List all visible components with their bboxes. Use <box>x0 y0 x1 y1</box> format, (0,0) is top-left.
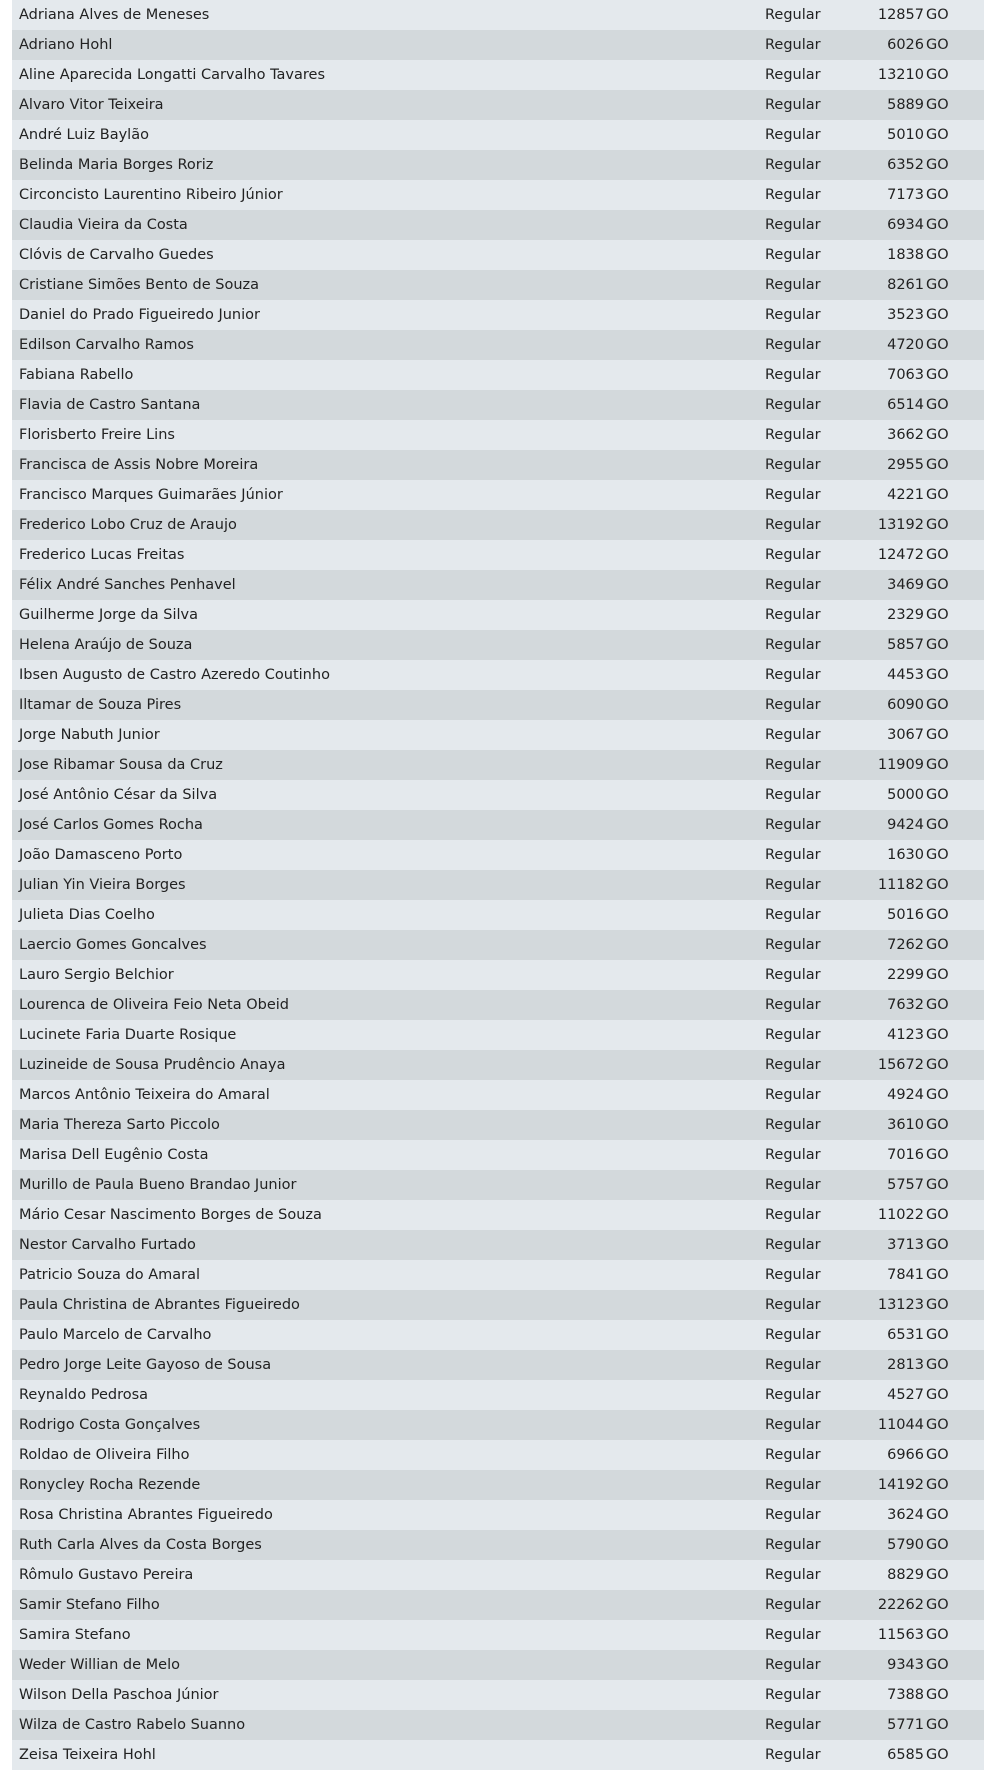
registration-number: 9424 <box>887 817 924 833</box>
state-code: GO <box>926 937 949 953</box>
table-row <box>12 390 984 420</box>
registration-status: Regular <box>765 1477 821 1493</box>
state-code: GO <box>926 517 949 533</box>
registration-number: 11909 <box>877 757 924 773</box>
state-code: GO <box>926 547 949 563</box>
table-row <box>12 1020 984 1050</box>
registration-number: 7173 <box>887 187 924 203</box>
state-code: GO <box>926 1297 949 1313</box>
table-row <box>12 660 984 690</box>
table-row <box>12 1170 984 1200</box>
registration-status: Regular <box>765 157 821 173</box>
table-row <box>12 720 984 750</box>
registration-number: 8261 <box>887 277 924 293</box>
registration-number: 2329 <box>887 607 924 623</box>
person-name: Maria Thereza Sarto Piccolo <box>19 1117 220 1133</box>
registration-number: 5016 <box>887 907 924 923</box>
registration-status: Regular <box>765 1027 821 1043</box>
table-row <box>12 1110 984 1140</box>
registration-number: 6966 <box>887 1447 924 1463</box>
person-name: Julieta Dias Coelho <box>19 907 155 923</box>
person-name: Wilza de Castro Rabelo Suanno <box>19 1717 246 1733</box>
table-row <box>12 420 984 450</box>
registration-status: Regular <box>765 1237 821 1253</box>
registration-number: 12472 <box>877 547 924 563</box>
registration-status: Regular <box>765 307 821 323</box>
table-row <box>12 1650 984 1680</box>
person-name: Adriano Hohl <box>19 37 113 53</box>
table-row <box>12 0 984 30</box>
person-name: Pedro Jorge Leite Gayoso de Sousa <box>19 1357 272 1373</box>
state-code: GO <box>926 1357 949 1373</box>
person-name: Mário Cesar Nascimento Borges de Souza <box>19 1207 322 1223</box>
registration-status: Regular <box>765 1507 821 1523</box>
registration-number: 6585 <box>887 1747 924 1763</box>
registration-number: 15672 <box>877 1057 924 1073</box>
state-code: GO <box>926 247 949 263</box>
registration-status: Regular <box>765 277 821 293</box>
person-name: Paula Christina de Abrantes Figueiredo <box>19 1297 300 1313</box>
registration-number: 5889 <box>887 97 924 113</box>
person-name: Félix André Sanches Penhavel <box>19 577 236 593</box>
registration-number: 7841 <box>887 1267 924 1283</box>
table-row <box>12 360 984 390</box>
table-row <box>12 1320 984 1350</box>
state-code: GO <box>926 577 949 593</box>
registration-number: 4453 <box>887 667 924 683</box>
state-code: GO <box>926 1057 949 1073</box>
registration-number: 4221 <box>887 487 924 503</box>
person-name: Belinda Maria Borges Roriz <box>19 157 214 173</box>
table-row <box>12 1500 984 1530</box>
registration-status: Regular <box>765 937 821 953</box>
person-name: Jose Ribamar Sousa da Cruz <box>19 757 223 773</box>
table-row <box>12 300 984 330</box>
table-row <box>12 180 984 210</box>
registration-number: 4123 <box>887 1027 924 1043</box>
state-code: GO <box>926 97 949 113</box>
state-code: GO <box>926 1627 949 1643</box>
state-code: GO <box>926 367 949 383</box>
state-code: GO <box>926 727 949 743</box>
registration-status: Regular <box>765 967 821 983</box>
registration-number: 5771 <box>887 1717 924 1733</box>
registration-number: 6090 <box>887 697 924 713</box>
registration-number: 6531 <box>887 1327 924 1343</box>
table-row <box>12 960 984 990</box>
registration-number: 6026 <box>887 37 924 53</box>
person-name: Claudia Vieira da Costa <box>19 217 188 233</box>
registration-number: 6934 <box>887 217 924 233</box>
registration-number: 8829 <box>887 1567 924 1583</box>
registration-status: Regular <box>765 127 821 143</box>
person-name: Ruth Carla Alves da Costa Borges <box>19 1537 262 1553</box>
person-name: Roldao de Oliveira Filho <box>19 1447 190 1463</box>
registration-number: 13123 <box>877 1297 924 1313</box>
registration-status: Regular <box>765 1357 821 1373</box>
registration-status: Regular <box>765 1147 821 1163</box>
registration-number: 13210 <box>877 67 924 83</box>
registration-number: 6514 <box>887 397 924 413</box>
registration-status: Regular <box>765 637 821 653</box>
state-code: GO <box>926 217 949 233</box>
registration-number: 12857 <box>877 7 924 23</box>
registration-status: Regular <box>765 1627 821 1643</box>
registration-status: Regular <box>765 847 821 863</box>
state-code: GO <box>926 1147 949 1163</box>
registration-number: 3610 <box>887 1117 924 1133</box>
registration-status: Regular <box>765 1447 821 1463</box>
registration-status: Regular <box>765 727 821 743</box>
state-code: GO <box>926 607 949 623</box>
table-row <box>12 1620 984 1650</box>
registration-number: 2299 <box>887 967 924 983</box>
state-code: GO <box>926 127 949 143</box>
registration-number: 13192 <box>877 517 924 533</box>
registration-status: Regular <box>765 547 821 563</box>
registration-status: Regular <box>765 1597 821 1613</box>
registration-status: Regular <box>765 1567 821 1583</box>
state-code: GO <box>926 427 949 443</box>
table-row <box>12 150 984 180</box>
person-name: Nestor Carvalho Furtado <box>19 1237 196 1253</box>
person-name: Julian Yin Vieira Borges <box>19 877 186 893</box>
registration-status: Regular <box>765 757 821 773</box>
table-row <box>12 330 984 360</box>
person-name: Laercio Gomes Goncalves <box>19 937 207 953</box>
registration-status: Regular <box>765 697 821 713</box>
table-row <box>12 690 984 720</box>
state-code: GO <box>926 1087 949 1103</box>
person-name: Fabiana Rabello <box>19 367 134 383</box>
registration-status: Regular <box>765 1537 821 1553</box>
registration-number: 2813 <box>887 1357 924 1373</box>
person-name: Rodrigo Costa Gonçalves <box>19 1417 201 1433</box>
state-code: GO <box>926 187 949 203</box>
registration-status: Regular <box>765 1717 821 1733</box>
registration-number: 11563 <box>877 1627 924 1643</box>
registry-table <box>12 0 984 1770</box>
person-name: Murillo de Paula Bueno Brandao Junior <box>19 1177 297 1193</box>
registration-number: 4527 <box>887 1387 924 1403</box>
state-code: GO <box>926 667 949 683</box>
person-name: Cristiane Simões Bento de Souza <box>19 277 260 293</box>
person-name: Francisco Marques Guimarães Júnior <box>19 487 283 503</box>
person-name: Marisa Dell Eugênio Costa <box>19 1147 209 1163</box>
person-name: André Luiz Baylão <box>19 127 149 143</box>
table-row <box>12 630 984 660</box>
state-code: GO <box>926 277 949 293</box>
registration-number: 1838 <box>887 247 924 263</box>
person-name: Flavia de Castro Santana <box>19 397 201 413</box>
person-name: Luzineide de Sousa Prudêncio Anaya <box>19 1057 286 1073</box>
registration-status: Regular <box>765 1687 821 1703</box>
table-row <box>12 750 984 780</box>
table-row <box>12 510 984 540</box>
person-name: Helena Araújo de Souza <box>19 637 193 653</box>
person-name: Circoncisto Laurentino Ribeiro Júnior <box>19 187 283 203</box>
registration-number: 11044 <box>877 1417 924 1433</box>
table-row <box>12 90 984 120</box>
state-code: GO <box>926 7 949 23</box>
table-row <box>12 1530 984 1560</box>
state-code: GO <box>926 637 949 653</box>
registration-number: 3713 <box>887 1237 924 1253</box>
person-name: Lourenca de Oliveira Feio Neta Obeid <box>19 997 289 1013</box>
registration-status: Regular <box>765 1057 821 1073</box>
registration-status: Regular <box>765 1267 821 1283</box>
registration-status: Regular <box>765 1177 821 1193</box>
table-row <box>12 810 984 840</box>
registration-status: Regular <box>765 97 821 113</box>
state-code: GO <box>926 1657 949 1673</box>
registration-number: 5000 <box>887 787 924 803</box>
state-code: GO <box>926 967 949 983</box>
state-code: GO <box>926 457 949 473</box>
registration-status: Regular <box>765 337 821 353</box>
table-row <box>12 1470 984 1500</box>
table-row <box>12 1290 984 1320</box>
state-code: GO <box>926 1747 949 1763</box>
person-name: Francisca de Assis Nobre Moreira <box>19 457 259 473</box>
registration-status: Regular <box>765 367 821 383</box>
person-name: Ibsen Augusto de Castro Azeredo Coutinho <box>19 667 330 683</box>
registration-status: Regular <box>765 1207 821 1223</box>
registration-status: Regular <box>765 187 821 203</box>
table-row <box>12 210 984 240</box>
person-name: Rosa Christina Abrantes Figueiredo <box>19 1507 273 1523</box>
state-code: GO <box>926 397 949 413</box>
person-name: Aline Aparecida Longatti Carvalho Tavares <box>19 67 326 83</box>
table-row <box>12 30 984 60</box>
registration-number: 4924 <box>887 1087 924 1103</box>
state-code: GO <box>926 847 949 863</box>
registration-status: Regular <box>765 1417 821 1433</box>
registration-number: 6352 <box>887 157 924 173</box>
table-row <box>12 1200 984 1230</box>
state-code: GO <box>926 1507 949 1523</box>
table-row <box>12 1350 984 1380</box>
registration-number: 3662 <box>887 427 924 443</box>
state-code: GO <box>926 1447 949 1463</box>
table-row <box>12 900 984 930</box>
state-code: GO <box>926 1267 949 1283</box>
state-code: GO <box>926 1597 949 1613</box>
person-name: Lucinete Faria Duarte Rosique <box>19 1027 237 1043</box>
registration-number: 3523 <box>887 307 924 323</box>
registration-number: 5010 <box>887 127 924 143</box>
registration-number: 14192 <box>877 1477 924 1493</box>
registration-number: 5790 <box>887 1537 924 1553</box>
registration-status: Regular <box>765 607 821 623</box>
registration-status: Regular <box>765 457 821 473</box>
person-name: Lauro Sergio Belchior <box>19 967 174 983</box>
person-name: Samira Stefano <box>19 1627 131 1643</box>
state-code: GO <box>926 817 949 833</box>
state-code: GO <box>926 487 949 503</box>
person-name: Alvaro Vitor Teixeira <box>19 97 164 113</box>
state-code: GO <box>926 1027 949 1043</box>
registration-status: Regular <box>765 1657 821 1673</box>
state-code: GO <box>926 307 949 323</box>
person-name: Paulo Marcelo de Carvalho <box>19 1327 212 1343</box>
table-row <box>12 600 984 630</box>
registration-status: Regular <box>765 997 821 1013</box>
person-name: Weder Willian de Melo <box>19 1657 180 1673</box>
registration-status: Regular <box>765 577 821 593</box>
person-name: Frederico Lucas Freitas <box>19 547 185 563</box>
registration-status: Regular <box>765 787 821 803</box>
table-row <box>12 1140 984 1170</box>
registration-status: Regular <box>765 1387 821 1403</box>
registration-status: Regular <box>765 877 821 893</box>
registration-status: Regular <box>765 667 821 683</box>
person-name: Ronycley Rocha Rezende <box>19 1477 201 1493</box>
registration-number: 7262 <box>887 937 924 953</box>
registration-number: 3469 <box>887 577 924 593</box>
state-code: GO <box>926 787 949 803</box>
person-name: José Antônio César da Silva <box>19 787 218 803</box>
state-code: GO <box>926 337 949 353</box>
registration-number: 9343 <box>887 1657 924 1673</box>
table-row <box>12 60 984 90</box>
state-code: GO <box>926 1177 949 1193</box>
registration-status: Regular <box>765 37 821 53</box>
registration-number: 7388 <box>887 1687 924 1703</box>
state-code: GO <box>926 1717 949 1733</box>
registration-number: 7016 <box>887 1147 924 1163</box>
state-code: GO <box>926 1237 949 1253</box>
state-code: GO <box>926 1417 949 1433</box>
person-name: Frederico Lobo Cruz de Araujo <box>19 517 237 533</box>
table-row <box>12 840 984 870</box>
table-row <box>12 1380 984 1410</box>
registration-status: Regular <box>765 1327 821 1343</box>
registration-status: Regular <box>765 907 821 923</box>
person-name: Wilson Della Paschoa Júnior <box>19 1687 219 1703</box>
registration-status: Regular <box>765 397 821 413</box>
state-code: GO <box>926 1387 949 1403</box>
person-name: Zeisa Teixeira Hohl <box>19 1747 156 1763</box>
person-name: Marcos Antônio Teixeira do Amaral <box>19 1087 270 1103</box>
person-name: Samir Stefano Filho <box>19 1597 160 1613</box>
registration-status: Regular <box>765 7 821 23</box>
table-row <box>12 1710 984 1740</box>
registration-number: 5757 <box>887 1177 924 1193</box>
table-row <box>12 270 984 300</box>
person-name: Guilherme Jorge da Silva <box>19 607 198 623</box>
table-row <box>12 870 984 900</box>
person-name: Jorge Nabuth Junior <box>19 727 160 743</box>
table-row <box>12 1260 984 1290</box>
state-code: GO <box>926 757 949 773</box>
registration-status: Regular <box>765 67 821 83</box>
state-code: GO <box>926 997 949 1013</box>
registration-status: Regular <box>765 1117 821 1133</box>
registration-number: 7063 <box>887 367 924 383</box>
table-row <box>12 1230 984 1260</box>
registration-status: Regular <box>765 817 821 833</box>
registration-status: Regular <box>765 247 821 263</box>
registration-status: Regular <box>765 427 821 443</box>
table-row <box>12 540 984 570</box>
registration-status: Regular <box>765 1087 821 1103</box>
person-name: Rômulo Gustavo Pereira <box>19 1567 194 1583</box>
registration-number: 22262 <box>877 1597 924 1613</box>
state-code: GO <box>926 1327 949 1343</box>
registration-number: 2955 <box>887 457 924 473</box>
state-code: GO <box>926 697 949 713</box>
registration-status: Regular <box>765 517 821 533</box>
table-row <box>12 1410 984 1440</box>
registration-number: 4720 <box>887 337 924 353</box>
state-code: GO <box>926 67 949 83</box>
table-row <box>12 990 984 1020</box>
person-name: Adriana Alves de Meneses <box>19 7 210 23</box>
table-row <box>12 1590 984 1620</box>
registration-number: 11022 <box>877 1207 924 1223</box>
registration-number: 3067 <box>887 727 924 743</box>
person-name: José Carlos Gomes Rocha <box>19 817 203 833</box>
registration-number: 1630 <box>887 847 924 863</box>
state-code: GO <box>926 1207 949 1223</box>
table-row <box>12 1080 984 1110</box>
table-row <box>12 570 984 600</box>
table-row <box>12 780 984 810</box>
table-row <box>12 1050 984 1080</box>
person-name: Florisberto Freire Lins <box>19 427 175 443</box>
table-row <box>12 1560 984 1590</box>
state-code: GO <box>926 907 949 923</box>
registration-status: Regular <box>765 487 821 503</box>
registration-status: Regular <box>765 1297 821 1313</box>
person-name: Daniel do Prado Figueiredo Junior <box>19 307 260 323</box>
state-code: GO <box>926 1537 949 1553</box>
table-row <box>12 240 984 270</box>
person-name: Reynaldo Pedrosa <box>19 1387 149 1403</box>
table-row <box>12 1740 984 1770</box>
state-code: GO <box>926 157 949 173</box>
state-code: GO <box>926 877 949 893</box>
registration-status: Regular <box>765 217 821 233</box>
state-code: GO <box>926 1117 949 1133</box>
state-code: GO <box>926 37 949 53</box>
registration-number: 5857 <box>887 637 924 653</box>
registration-status: Regular <box>765 1747 821 1763</box>
registration-number: 3624 <box>887 1507 924 1523</box>
person-name: Iltamar de Souza Pires <box>19 697 182 713</box>
person-name: Patricio Souza do Amaral <box>19 1267 200 1283</box>
state-code: GO <box>926 1687 949 1703</box>
person-name: Edilson Carvalho Ramos <box>19 337 194 353</box>
state-code: GO <box>926 1567 949 1583</box>
table-row <box>12 1440 984 1470</box>
registration-number: 7632 <box>887 997 924 1013</box>
state-code: GO <box>926 1477 949 1493</box>
registration-number: 11182 <box>877 877 924 893</box>
table-row <box>12 480 984 510</box>
person-name: João Damasceno Porto <box>19 847 183 863</box>
table-row <box>12 930 984 960</box>
table-row <box>12 1680 984 1710</box>
table-row <box>12 120 984 150</box>
person-name: Clóvis de Carvalho Guedes <box>19 247 214 263</box>
table-row <box>12 450 984 480</box>
